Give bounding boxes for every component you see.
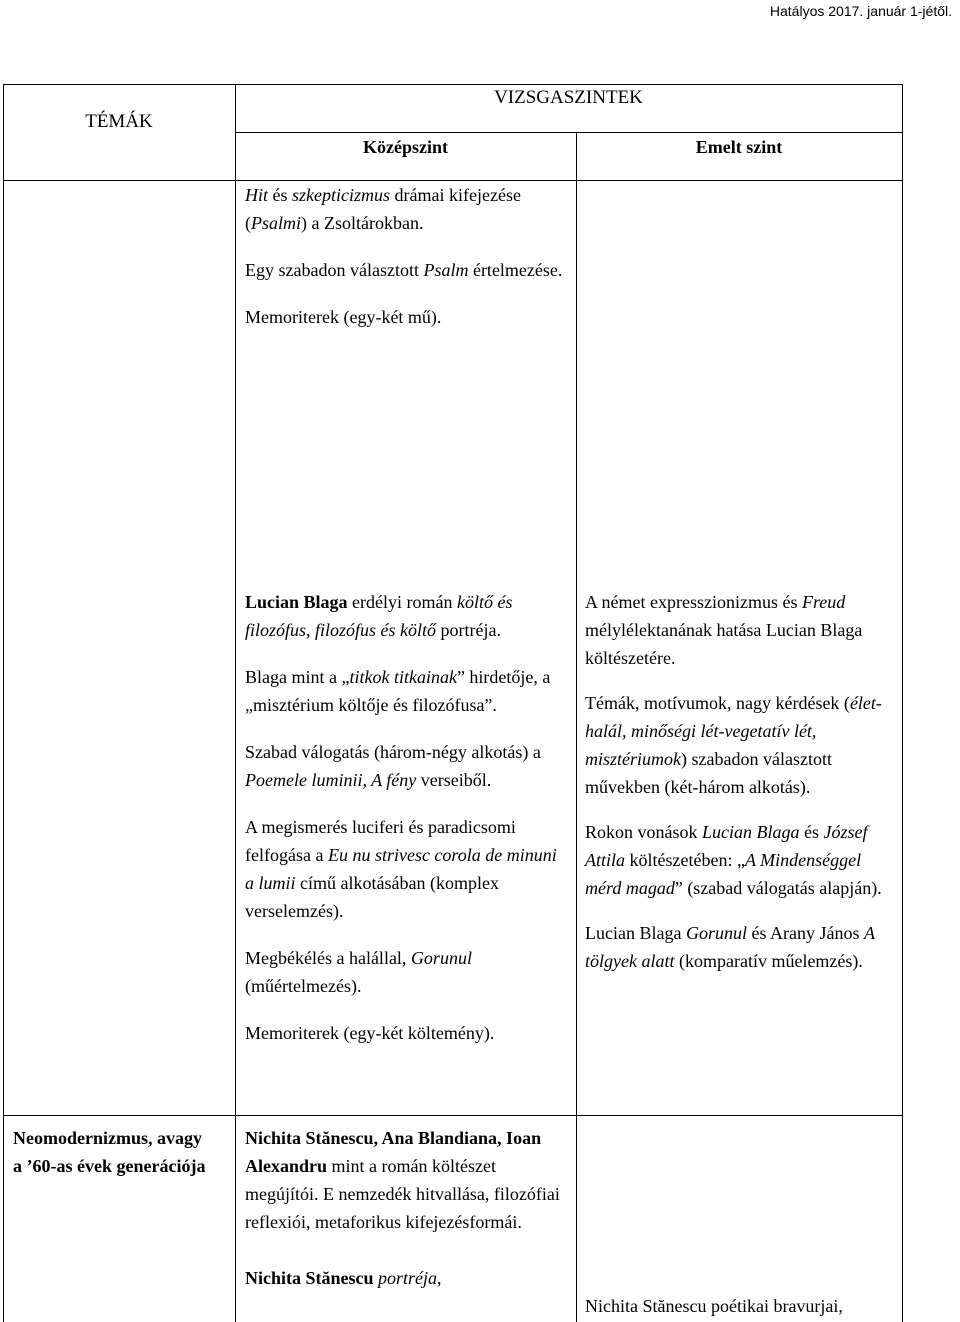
text: és bbox=[799, 822, 824, 842]
text: és bbox=[268, 185, 293, 205]
text-italic: Eu nu strivesc corola de minuni a lumii bbox=[245, 845, 557, 893]
row2-mid-p3 bbox=[245, 738, 570, 794]
text: ” (szabad válogatás alapján). bbox=[674, 878, 882, 898]
text-italic: Freud bbox=[801, 592, 846, 612]
text: , bbox=[437, 1268, 442, 1288]
text-italic: élet-halál, minőségi lét-vegetatív lét, misztériumok bbox=[585, 693, 882, 769]
validity-note: Hatályos 2017. január 1-jétől. bbox=[769, 3, 952, 19]
text: mint a román költészet megújítói. E nemzedék hitvallása, filozófiai reflexiói, metaforikus kifejezésformái. bbox=[245, 1156, 560, 1232]
row-divider bbox=[3, 1115, 903, 1116]
text: A megismerés luciferi és paradicsomi felfogása a bbox=[245, 817, 516, 865]
row2-adv-p1 bbox=[585, 588, 897, 672]
row2-adv-p3 bbox=[585, 818, 897, 902]
text: Témák, motívumok, nagy kérdések ( bbox=[585, 693, 850, 713]
text: Egy szabadon választott bbox=[245, 260, 424, 280]
text-bold: Lucian Blaga bbox=[245, 592, 348, 612]
text: Lucian Blaga bbox=[585, 923, 686, 943]
header-mid-level: Középszint bbox=[363, 137, 448, 157]
row2-mid-p6: Memoriterek (egy-két költemény). bbox=[245, 1023, 495, 1043]
text-italic: A Mindenséggel mérd magad bbox=[585, 850, 862, 898]
column-divider-topics bbox=[235, 84, 236, 1322]
text-italic: Gorunul bbox=[410, 948, 472, 968]
text-italic: Hit bbox=[245, 185, 269, 205]
text-italic: portréja bbox=[373, 1268, 438, 1288]
text-italic: Psalmi bbox=[251, 213, 302, 233]
table-left-border bbox=[3, 84, 4, 1322]
text: portréja. bbox=[436, 620, 501, 640]
row3-adv-cell bbox=[585, 1292, 897, 1320]
row3-mid-p2 bbox=[245, 1264, 570, 1292]
text-bold: Nichita Stănescu bbox=[245, 1268, 374, 1288]
text: Megbékélés a halállal, bbox=[245, 948, 411, 968]
header-topics: TÉMÁK bbox=[85, 111, 153, 132]
row2-adv-cell bbox=[585, 588, 897, 975]
text: (komparatív műelemzés). bbox=[674, 951, 863, 971]
text: A német expresszionizmus és bbox=[585, 592, 802, 612]
text-italic: A tölgyek alatt bbox=[585, 923, 875, 971]
row2-mid-p4 bbox=[245, 813, 570, 925]
row2-mid-cell bbox=[245, 588, 570, 1047]
text: Szabad válogatás (három-négy alkotás) a bbox=[245, 742, 541, 762]
text-italic: József Attila bbox=[585, 822, 868, 870]
text: (műértelmezés). bbox=[245, 976, 362, 996]
text: ) szabadon választott művekben (két-három alkotás). bbox=[585, 749, 832, 797]
row1-mid-p3: Memoriterek (egy-két mű). bbox=[245, 307, 442, 327]
text: erdélyi román bbox=[347, 592, 457, 612]
row3-mid-cell bbox=[245, 1124, 570, 1292]
text: költészetében: „ bbox=[625, 850, 745, 870]
text: értelmezése. bbox=[468, 260, 563, 280]
header-advanced-level: Emelt szint bbox=[695, 137, 783, 157]
text: verseiből. bbox=[416, 770, 492, 790]
text: Blaga mint a „ bbox=[245, 667, 350, 687]
text-italic: Psalm bbox=[423, 260, 469, 280]
text: és Arany János bbox=[746, 923, 864, 943]
header-exam-levels: VIZSGASZINTEK bbox=[494, 87, 643, 108]
text: ” hirdetője, a „misztérium költője és filozófusa”. bbox=[245, 667, 551, 715]
text: ) a Zsoltárokban. bbox=[301, 213, 424, 233]
text-italic: szkepticizmus bbox=[292, 185, 391, 205]
row2-adv-p4 bbox=[585, 919, 897, 975]
text: drámai kifejezése ( bbox=[245, 185, 521, 233]
text: című alkotásában (komplex verselemzés). bbox=[245, 873, 499, 921]
row2-adv-p2 bbox=[585, 689, 897, 801]
row2-mid-p5 bbox=[245, 944, 570, 1000]
row1-mid-p1 bbox=[245, 181, 570, 237]
row2-mid-p2 bbox=[245, 663, 570, 719]
text-italic: titkok titkainak bbox=[349, 667, 457, 687]
column-divider-levels bbox=[576, 132, 577, 1322]
text-italic: Poemele luminii, A fény bbox=[245, 770, 417, 790]
row2-mid-p1 bbox=[245, 588, 570, 644]
text: mélylélektanának hatása Lucian Blaga költészetére. bbox=[585, 620, 863, 668]
text-italic: Gorunul bbox=[685, 923, 747, 943]
row1-mid-cell bbox=[245, 181, 570, 331]
row1-mid-p2 bbox=[245, 256, 570, 284]
table-right-border bbox=[902, 84, 903, 1322]
row3-adv-p1: Nichita Stănescu poétikai bravurjai, bbox=[585, 1296, 843, 1316]
row3-topic-cell: Neomodernizmus, avagy a ’60-as évek generációja bbox=[13, 1128, 206, 1176]
row3-mid-p1 bbox=[245, 1124, 570, 1236]
text-italic: Lucian Blaga bbox=[702, 822, 800, 842]
text-italic: költő és filozófus, filozófus és költő bbox=[245, 592, 513, 640]
text-bold: Nichita Stănescu, Ana Blandiana, Ioan Alexandru bbox=[245, 1128, 542, 1176]
text: Rokon vonások bbox=[585, 822, 702, 842]
